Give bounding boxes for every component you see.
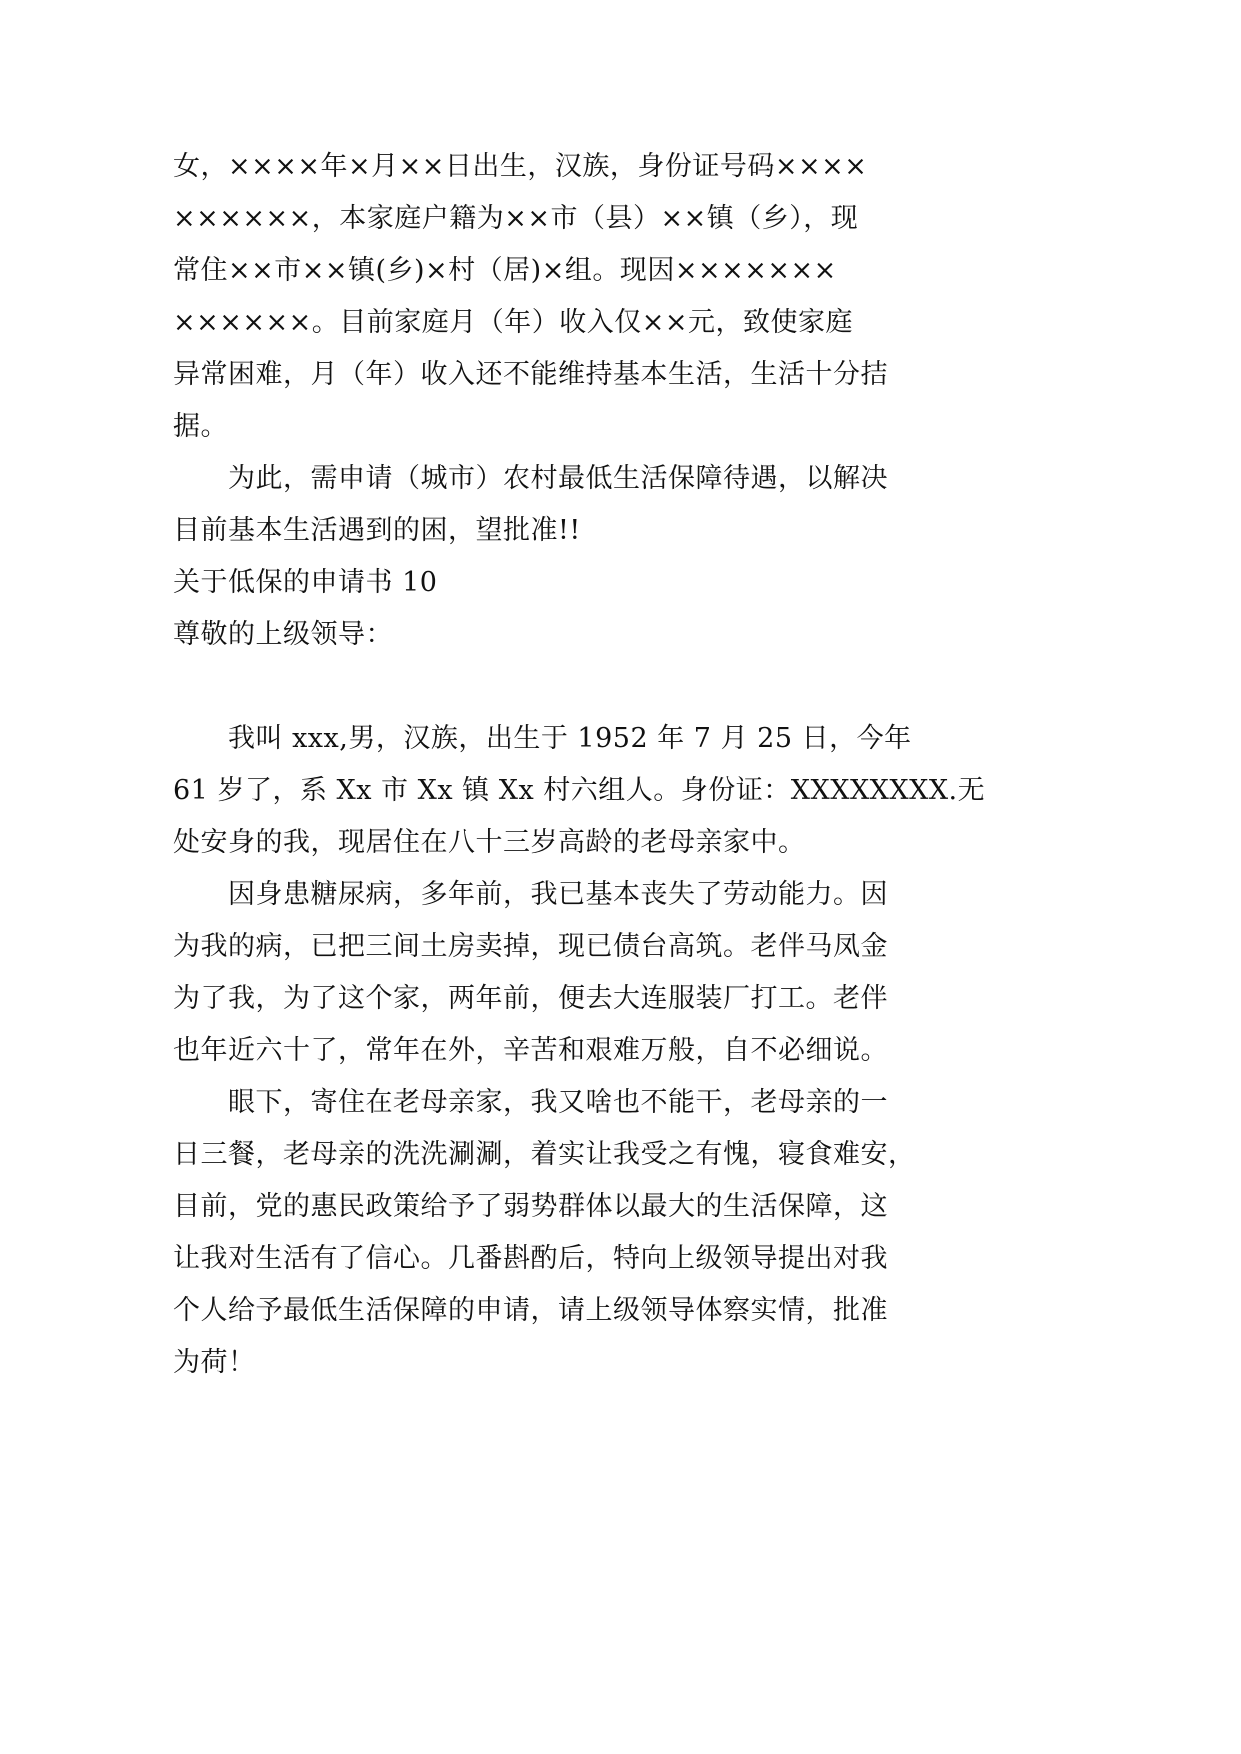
document-body (173, 141, 986, 1389)
text-line: ××××××，本家庭户籍为××市（县）××镇（乡），现 (173, 203, 859, 234)
text-line: 为此，需申请（城市）农村最低生活保障待遇，以解决 (173, 463, 888, 494)
text-line: 61 岁了，系 Xx 市 Xx 镇 Xx 村六组人。身份证：XXXXXXXX.无 (173, 775, 986, 806)
text-line: 目前，党的惠民政策给予了弱势群体以最大的生活保障，这 (173, 1191, 888, 1222)
text-line: 因身患糖尿病，多年前，我已基本丧失了劳动能力。因 (173, 879, 888, 910)
text-line: 日三餐，老母亲的洗洗涮涮，着实让我受之有愧，寝食难安， (173, 1139, 916, 1170)
text-line: 处安身的我，现居住在八十三岁高龄的老母亲家中。 (173, 827, 806, 858)
text-line: 让我对生活有了信心。几番斟酌后，特向上级领导提出对我 (173, 1243, 888, 1274)
text-line: 异常困难，月（年）收入还不能维持基本生活，生活十分拮 (173, 359, 888, 390)
text-line: 为了我，为了这个家，两年前，便去大连服装厂打工。老伴 (173, 983, 888, 1014)
text-line: ××××××。目前家庭月（年）收入仅××元，致使家庭 (173, 307, 853, 338)
text-line: 女，××××年×月××日出生，汉族，身份证号码×××× (173, 151, 868, 182)
text-line: 为荷！ (173, 1347, 256, 1378)
blank-line (173, 661, 973, 713)
salutation: 尊敬的上级领导： (173, 619, 393, 650)
text-line: 也年近六十了，常年在外，辛苦和艰难万般，自不必细说。 (173, 1035, 888, 1066)
section-title: 关于低保的申请书 10 (173, 567, 438, 598)
text-line: 为我的病，已把三间土房卖掉，现已债台高筑。老伴马凤金 (173, 931, 888, 962)
text-line: 眼下，寄住在老母亲家，我又啥也不能干，老母亲的一 (173, 1087, 888, 1118)
text-line: 我叫 xxx,男，汉族，出生于 1952 年 7 月 25 日，今年 (173, 723, 912, 754)
text-line: 目前基本生活遇到的困，望批准!! (173, 515, 581, 546)
text-line: 据。 (173, 411, 228, 442)
text-line: 个人给予最低生活保障的申请，请上级领导体察实情，批准 (173, 1295, 888, 1326)
text-line: 常住××市××镇(乡)×村（居)×组。现因××××××× (173, 255, 837, 286)
